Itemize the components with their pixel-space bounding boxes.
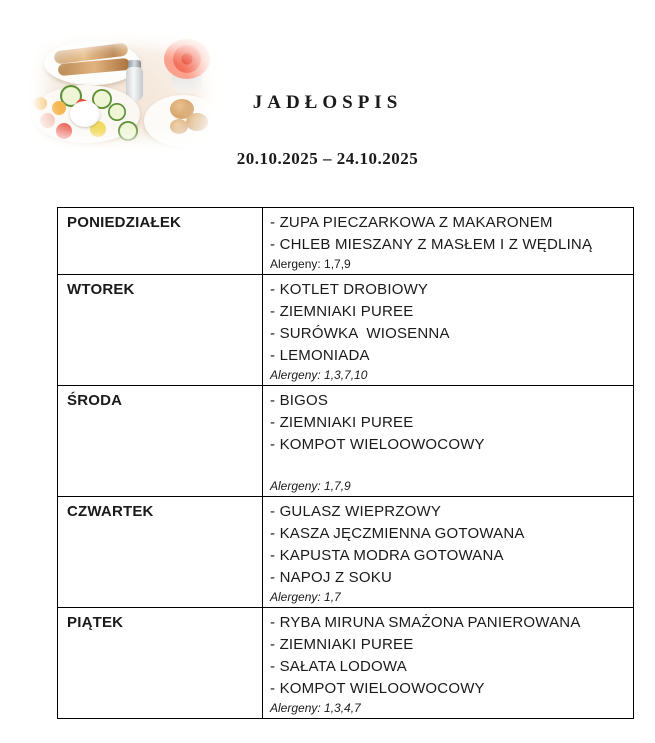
- menu-items: [270, 390, 625, 478]
- menu-item-line: - RYBA MIRUNA SMAŻONA PANIEROWANA: [270, 614, 581, 631]
- menu-item-line: - SAŁATA LODOWA: [270, 658, 407, 675]
- menu-items-cell: [263, 497, 633, 607]
- menu-item-line: - ZIEMNIAKI PUREE: [270, 414, 414, 431]
- menu-item-line: - NAPOJ Z SOKU: [270, 569, 392, 586]
- menu-items: [270, 212, 625, 256]
- menu-items: [270, 612, 625, 700]
- table-row-sroda: [58, 385, 633, 496]
- menu-item-line: [270, 456, 625, 478]
- menu-item-line: - KOMPOT WIELOOWOCOWY: [270, 680, 485, 697]
- menu-item-line: - SURÓWKA WIOSENNA: [270, 325, 450, 342]
- table-row-piatek: [58, 607, 633, 718]
- date-range: 20.10.2025 – 24.10.2025: [236, 149, 419, 168]
- menu-item-line: - ZUPA PIECZARKOWA Z MAKARONEM: [270, 214, 553, 231]
- menu-item-line: - KASZA JĘCZMIENNA GOTOWANA: [270, 525, 525, 542]
- menu-items: [270, 279, 625, 367]
- table-row-wtorek: [58, 274, 633, 385]
- menu-items-cell: [263, 386, 633, 496]
- menu-item-line: - KAPUSTA MODRA GOTOWANA: [270, 547, 504, 564]
- day-label: PIĄTEK: [58, 608, 263, 718]
- day-label: CZWARTEK: [58, 497, 263, 607]
- menu-table: [57, 207, 634, 719]
- menu-items: [270, 501, 625, 589]
- day-label: PONIEDZIAŁEK: [58, 208, 263, 274]
- allergens-line: Alergeny: 1,7: [270, 590, 341, 604]
- allergens-line: Alergeny: 1,3,4,7: [270, 701, 361, 715]
- menu-items-cell: [263, 275, 633, 385]
- menu-item-line: - BIGOS: [270, 392, 329, 409]
- menu-item-line: - CHLEB MIESZANY Z MASŁEM I Z WĘDLINĄ: [270, 236, 593, 253]
- allergens-line: Alergeny: 1,7,9: [270, 479, 351, 493]
- menu-item-line: - LEMONIADA: [270, 347, 370, 364]
- day-label: ŚRODA: [58, 386, 263, 496]
- menu-item-line: - KOMPOT WIELOOWOCOWY: [270, 436, 485, 453]
- day-label: WTOREK: [58, 275, 263, 385]
- table-row-poniedzialek: [58, 208, 633, 274]
- menu-item-line: - GULASZ WIEPRZOWY: [270, 503, 442, 520]
- menu-item-line: - ZIEMNIAKI PUREE: [270, 636, 414, 653]
- menu-items-cell: [263, 208, 633, 274]
- menu-item-line: - ZIEMNIAKI PUREE: [270, 303, 414, 320]
- menu-items-cell: [263, 608, 633, 718]
- table-row-czwartek: [58, 496, 633, 607]
- menu-item-line: - KOTLET DROBIOWY: [270, 281, 429, 298]
- page-title: JADŁOSPIS: [252, 92, 403, 113]
- allergens-line: Alergeny: 1,3,7,10: [270, 368, 368, 382]
- allergens-line: Alergeny: 1,7,9: [270, 257, 351, 271]
